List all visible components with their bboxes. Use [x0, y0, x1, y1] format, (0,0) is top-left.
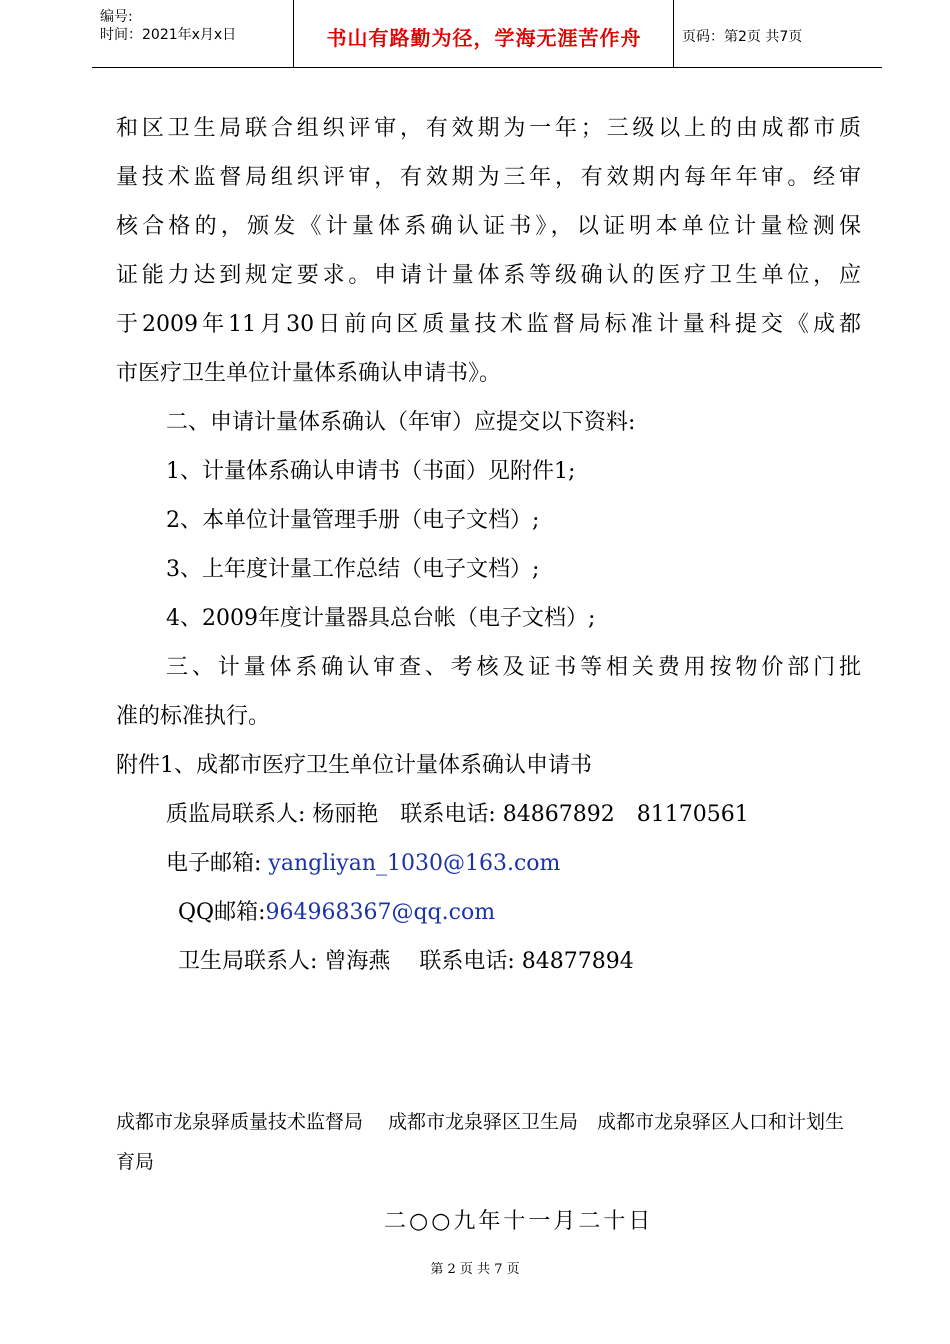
text-line: 准的标准执行。: [116, 704, 271, 729]
qq-email-link[interactable]: 964968367@qq.com: [265, 900, 496, 925]
header-page-label: 页码：第2页 共7页: [682, 29, 803, 45]
list-item: 3、上年度计量工作总结（电子文档）;: [166, 557, 540, 582]
text-line: 和区卫生局联合组织评审，有效期为一年；三级以上的由成都市质: [116, 116, 861, 141]
attachment-line: 附件1、成都市医疗卫生单位计量体系确认申请书: [116, 753, 592, 778]
document-number-label: 编号:: [100, 9, 133, 25]
page-header: [92, 0, 882, 68]
qq-email-label: QQ邮箱:: [178, 900, 266, 925]
text-line: 证能力达到规定要求。申请计量体系等级确认的医疗卫生单位，应: [116, 263, 861, 288]
list-item: 2、本单位计量管理手册（电子文档）;: [166, 508, 540, 533]
email-link[interactable]: yangliyan_1030@163.com: [268, 851, 561, 876]
header-middle-cell: [294, 0, 674, 68]
section-title: 二、申请计量体系确认（年审）应提交以下资料:: [166, 410, 636, 435]
quality-bureau-contact: 质监局联系人: 杨丽艳 联系电话: 84867892 81170561: [166, 802, 749, 827]
signature-line: 育局: [116, 1151, 155, 1173]
paragraph-review-rules: [116, 104, 861, 398]
list-item: 1、计量体系确认申请书（书面）见附件1;: [166, 459, 576, 484]
document-date: 二○○九年十一月二十日: [384, 1209, 654, 1234]
signature-line: 成都市龙泉驿质量技术监督局 成都市龙泉驿区卫生局 成都市龙泉驿区人口和计划生: [116, 1111, 845, 1133]
email-line: [116, 839, 861, 888]
contact-block: [116, 741, 861, 986]
section-fees: [116, 643, 861, 741]
signature-block: [116, 1102, 861, 1182]
email-label: 电子邮箱:: [166, 851, 269, 876]
text-line: 量技术监督局组织评审，有效期为三年，有效期内每年年审。经审: [116, 165, 861, 190]
document-time-label: 时间：2021年x月x日: [100, 27, 237, 43]
health-bureau-contact: 卫生局联系人: 曾海燕 联系电话: 84877894: [178, 949, 634, 974]
header-right-cell: [674, 0, 882, 68]
page-footer: 第 2 页 共 7 页: [430, 1262, 520, 1277]
section-required-materials: [116, 398, 861, 643]
header-motto: 书山有路勤为径，学海无涯苦作舟: [326, 26, 642, 50]
header-left-cell: [92, 0, 294, 68]
text-line: 于2009年11月30日前向区质量技术监督局标准计量科提交《成都: [116, 312, 861, 337]
text-line: 核合格的，颁发《计量体系确认证书》，以证明本单位计量检测保: [116, 214, 861, 239]
list-item: 4、2009年度计量器具总台帐（电子文档）;: [166, 606, 596, 631]
text-line: 市医疗卫生单位计量体系确认申请书》。: [116, 361, 502, 386]
qq-email-line: [116, 888, 861, 937]
text-line: 三、计量体系确认审查、考核及证书等相关费用按物价部门批: [166, 655, 861, 680]
